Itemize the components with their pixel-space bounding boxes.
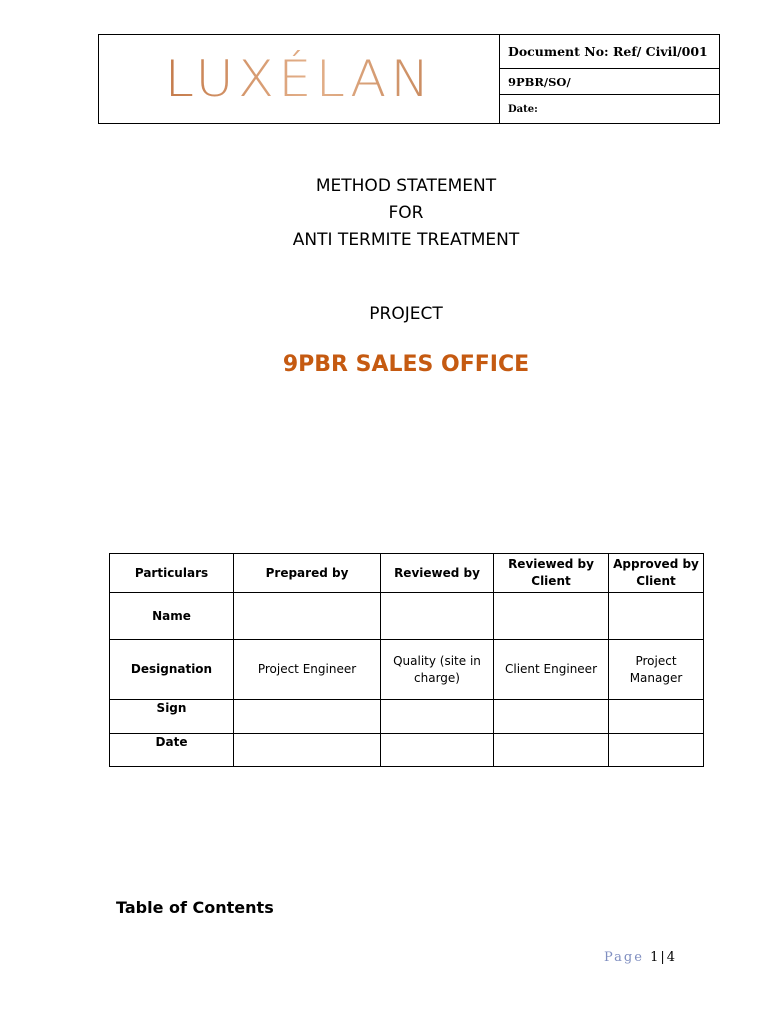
row-label-designation: Designation xyxy=(110,640,234,700)
header-particulars: Particulars xyxy=(110,554,234,593)
table-cell: Client Engineer xyxy=(494,640,609,700)
table-row xyxy=(110,593,704,640)
row-label-sign: Sign xyxy=(110,700,234,734)
header-reviewed-by: Reviewed by xyxy=(381,554,494,593)
date-label: Date: xyxy=(508,103,538,115)
document-info xyxy=(500,35,719,123)
company-logo: LUXÉLAN xyxy=(164,50,434,108)
project-name: 9PBR SALES OFFICE xyxy=(282,352,530,377)
table-cell xyxy=(609,593,704,640)
table-row xyxy=(110,700,704,734)
table-cell xyxy=(234,734,381,767)
document-header xyxy=(98,34,720,124)
document-number: Document No: Ref/ Civil/001 xyxy=(500,35,719,69)
document-title xyxy=(0,173,768,254)
title-line-2: FOR xyxy=(388,203,424,223)
reference-code: 9PBR/SO/ xyxy=(500,69,719,95)
table-cell: Project Engineer xyxy=(234,640,381,700)
table-cell: Quality (site in charge) xyxy=(381,640,494,700)
row-label-name: Name xyxy=(110,593,234,640)
table-cell xyxy=(381,700,494,734)
table-cell xyxy=(381,734,494,767)
logo-cell xyxy=(99,35,500,123)
table-cell: Project Manager xyxy=(609,640,704,700)
header-approved-by-client: Approved by Client xyxy=(609,554,704,593)
project-label: PROJECT xyxy=(369,304,443,324)
page-number: 1|4 xyxy=(650,950,677,965)
title-line-1: METHOD STATEMENT xyxy=(315,176,497,196)
table-cell xyxy=(494,593,609,640)
table-row xyxy=(110,734,704,767)
row-label-date: Date xyxy=(110,734,234,767)
title-line-3: ANTI TERMITE TREATMENT xyxy=(292,230,520,250)
page-word: Page xyxy=(604,950,644,965)
table-cell xyxy=(609,734,704,767)
table-of-contents-heading: Table of Contents xyxy=(116,898,274,917)
table-cell xyxy=(609,700,704,734)
table-header-row xyxy=(110,554,704,593)
page-footer xyxy=(604,950,677,965)
table-row xyxy=(110,640,704,700)
header-prepared-by: Prepared by xyxy=(234,554,381,593)
header-reviewed-by-client: Reviewed by Client xyxy=(494,554,609,593)
approval-table xyxy=(109,553,704,767)
table-cell xyxy=(234,593,381,640)
table-cell xyxy=(381,593,494,640)
table-cell xyxy=(234,700,381,734)
table-cell xyxy=(494,700,609,734)
table-cell xyxy=(494,734,609,767)
